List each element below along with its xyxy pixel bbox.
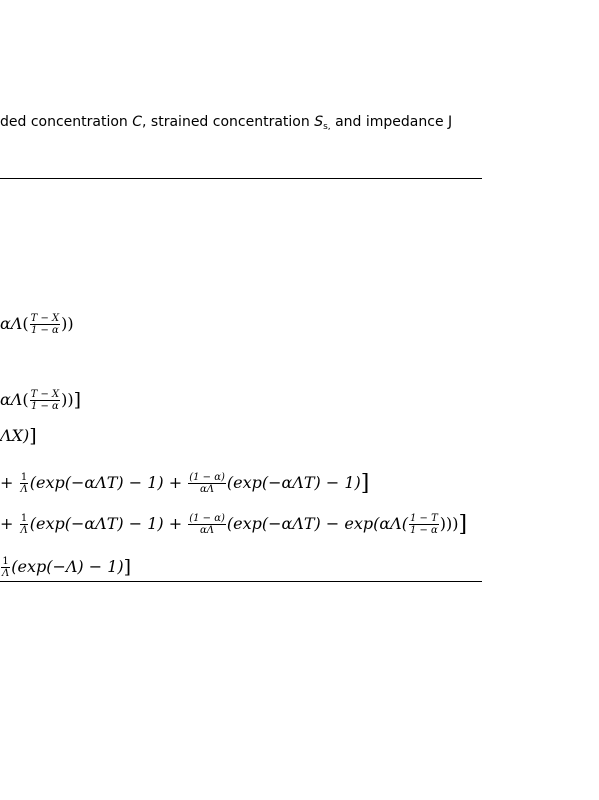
eq3-text: ΛX) <box>0 426 30 445</box>
eq6-fraction-1 <box>1 556 10 579</box>
eq2-rbracket: ] <box>73 389 82 411</box>
eq2-lparen: ( <box>22 390 29 409</box>
eq5-fraction-1-denominator: Λ <box>20 525 28 536</box>
eq1-fraction <box>30 313 61 336</box>
eq4-fraction-2 <box>188 472 226 495</box>
eq4-plus: + <box>0 473 19 492</box>
eq6-rbracket: ] <box>123 556 132 578</box>
eq4-fraction-1-denominator: Λ <box>20 484 28 495</box>
eq5-term-2c: ))) <box>439 514 459 533</box>
caption-s-subscript: s, <box>323 122 331 132</box>
eq2-fraction-numerator: T − X <box>30 389 60 400</box>
table-bottom-rule <box>0 581 482 582</box>
eq4-term-2: (exp(−αΛT) − 1) <box>226 473 361 492</box>
table-top-rule <box>0 178 482 179</box>
caption-s-variable: S <box>314 114 324 130</box>
eq5-term-2a: (exp(−αΛT) − exp <box>226 514 374 533</box>
caption-text-2: , strained concentration <box>142 114 315 130</box>
eq4-rbracket: ] <box>360 471 370 496</box>
eq3-rbracket: ] <box>29 425 37 447</box>
eq1-rparen: )) <box>61 314 74 333</box>
eq4-fraction-2-numerator: (1 − α) <box>189 472 225 483</box>
eq2-fraction-denominator: 1 − α <box>30 401 59 412</box>
eq2-alpha-lambda: αΛ <box>0 390 23 409</box>
equation-row-3 <box>0 426 37 446</box>
table-caption <box>0 113 452 131</box>
eq1-alpha-lambda: αΛ <box>0 314 23 333</box>
caption-text-3: and impedance J <box>330 114 453 130</box>
eq4-fraction-2-denominator: αΛ <box>200 484 215 495</box>
equation-row-5 <box>0 513 467 536</box>
caption-c-variable: C <box>132 114 143 130</box>
eq2-fraction <box>30 389 61 412</box>
caption-text-1: ded concentration <box>0 114 133 130</box>
equation-row-2 <box>0 389 81 412</box>
equation-row-4 <box>0 472 369 495</box>
eq1-fraction-numerator: T − X <box>30 313 60 324</box>
eq2-rparen: )) <box>61 390 74 409</box>
eq5-fraction-1 <box>20 513 29 536</box>
eq5-rbracket: ] <box>458 512 468 537</box>
eq5-fraction-3-numerator: 1 − T <box>409 513 438 524</box>
eq4-fraction-1-numerator: 1 <box>20 472 28 483</box>
equation-row-6 <box>0 556 131 579</box>
eq5-fraction-2 <box>188 513 226 536</box>
eq5-fraction-3-denominator: 1 − α <box>409 525 438 536</box>
eq5-fraction-1-numerator: 1 <box>20 513 28 524</box>
eq5-term-1: (exp(−αΛT) − 1) + <box>29 514 188 533</box>
eq5-plus: + <box>0 514 19 533</box>
eq4-term-1: (exp(−αΛT) − 1) + <box>29 473 188 492</box>
eq1-lparen: ( <box>22 314 29 333</box>
eq4-fraction-1 <box>20 472 29 495</box>
eq6-term: (exp(−Λ) − 1) <box>11 557 124 576</box>
eq5-term-2b: (αΛ( <box>373 514 408 533</box>
eq5-fraction-2-denominator: αΛ <box>200 525 215 536</box>
eq6-fraction-1-denominator: Λ <box>2 568 10 579</box>
eq6-fraction-1-numerator: 1 <box>2 556 9 567</box>
eq5-fraction-2-numerator: (1 − α) <box>189 513 225 524</box>
eq5-fraction-3 <box>409 513 439 536</box>
eq1-fraction-denominator: 1 − α <box>30 325 59 336</box>
equation-row-1 <box>0 313 74 336</box>
